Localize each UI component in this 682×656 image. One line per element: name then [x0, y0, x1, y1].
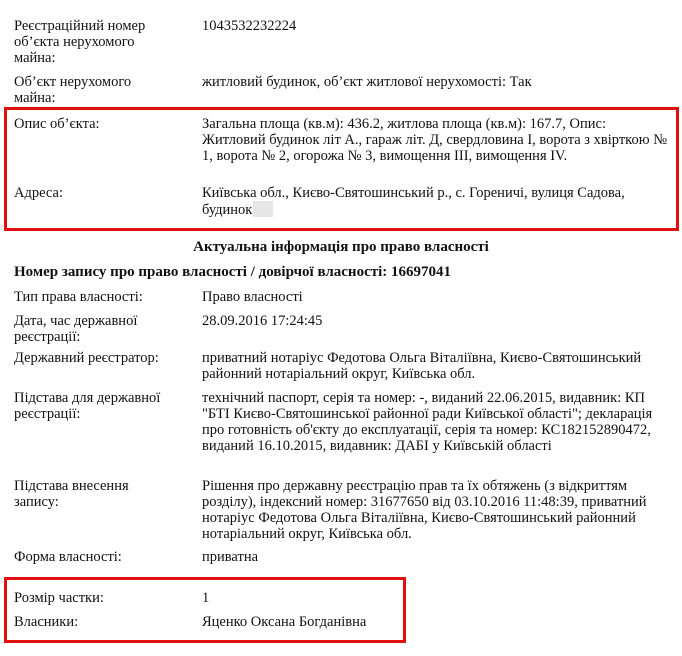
label-address: Адреса: [14, 185, 63, 201]
value-entry-basis: Рішення про державну реєстрацію прав та їх обтяжень (з відкриттям розділу), індексний номер: 31677650 від 03.10.2016 11:48:39, приватний нотаріус Федотова Ольга Віталіївна, Києво-Святошинський районний нотаріальний округ, Київська обл. [202, 478, 647, 542]
section-title: Актуальна інформація про право власності [193, 239, 489, 255]
label-description: Опис об’єкта: [14, 116, 100, 132]
label-owners: Власники: [14, 614, 79, 630]
value-reg-date: 28.09.2016 17:24:45 [202, 313, 323, 329]
label-ownership-type: Тип права власності: [14, 289, 143, 305]
redacted-house-number [253, 201, 273, 217]
label-object: Об’єкт нерухомого майна: [14, 74, 132, 106]
label-reg-number: Реєстраційний номер об’єкта нерухомого майна: [14, 18, 146, 66]
label-registrar: Державний реєстратор: [14, 350, 159, 366]
value-basis: технічний паспорт, серія та номер: -, виданий 22.06.2015, видавник: КП "БТІ Києво-Святошинської районної ради Київської області"; декларація про готовність об'єкту до експлуатації, серія та номер: КС182152890472, виданий 16.10.2015, видавник: ДАБІ у Київській області [202, 390, 653, 454]
label-basis: Підстава для державної реєстрації: [14, 390, 161, 422]
record-title: Номер запису про право власності / довірчої власності: 16697041 [14, 264, 452, 280]
value-address [202, 185, 672, 218]
value-form: приватна [202, 549, 259, 565]
address-text: Київська обл., Києво-Святошинський р., с. Гореничі, вулиця Садова, будинок [202, 185, 625, 218]
highlight-box-owners [4, 577, 406, 643]
value-registrar: приватний нотаріус Федотова Ольга Віталіївна, Києво-Святошинський районний нотаріальний округ, Київська обл. [202, 350, 642, 382]
value-owners: Яценко Оксана Богданівна [202, 614, 367, 630]
label-entry-basis: Підстава внесення запису: [14, 478, 129, 510]
label-form: Форма власності: [14, 549, 122, 565]
value-description: Загальна площа (кв.м): 436.2, житлова площа (кв.м): 167.7, Опис: Житловий будинок літ А., гараж літ. Д, свердловина І, ворота з хвірткою № 1, ворота № 2, огорожа № 3, вимощення ІІІ, вимощення ІV. [202, 116, 668, 164]
value-reg-number: 1043532232224 [202, 18, 297, 34]
label-reg-date: Дата, час державної реєстрації: [14, 313, 138, 345]
label-share: Розмір частки: [14, 590, 104, 606]
value-object: житловий будинок, об’єкт житлової нерухомості: Так [202, 74, 532, 90]
value-ownership-type: Право власності [202, 289, 303, 305]
value-share: 1 [202, 590, 210, 606]
